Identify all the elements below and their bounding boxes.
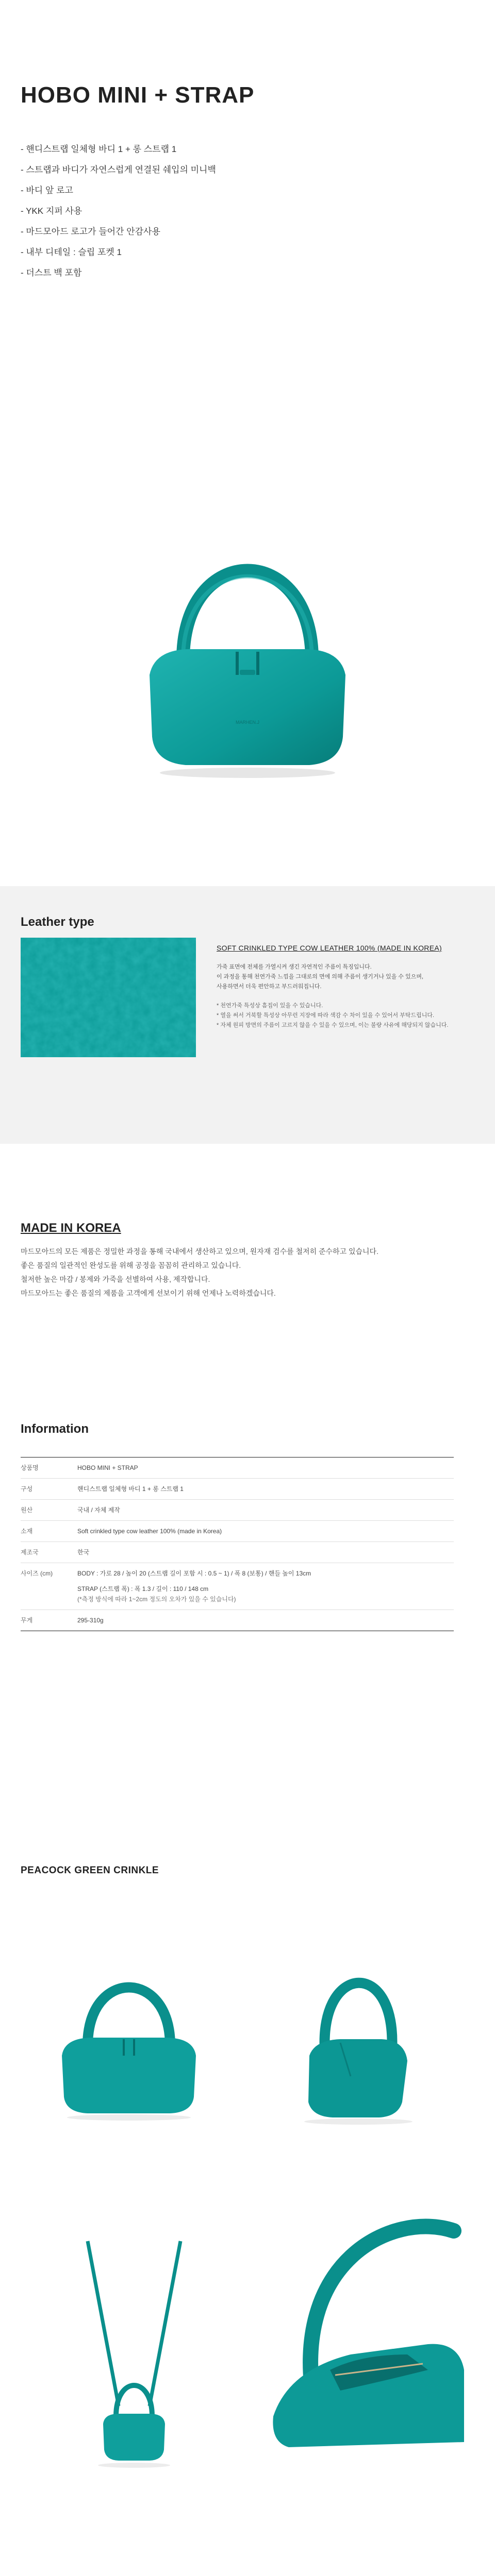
strap-view-image [67,2221,201,2478]
information-table [21,1457,454,1631]
info-key: 사이즈 (cm) [21,1570,53,1577]
leather-desc-line: 이 과정을 통해 천연가죽 느낌을 그대로의 면에 의해 주름이 생기거나 있을 수 있으며, [217,974,424,980]
made-in-korea-line: 좋은 품질의 일관적인 완성도를 위해 공정을 꼼꼼히 관리하고 있습니다. [21,1261,241,1269]
table-row [21,1521,454,1542]
info-key: 상품명 [21,1464,39,1471]
side-view-image [278,1953,433,2128]
table-row [21,1479,454,1500]
size-line: BODY : 가로 28 / 높이 20 (스트랩 길이 포함 시 : 0.5 ~ 1) / 폭 8 (보통) / 핸들 높이 13cm [77,1570,311,1577]
leather-note-line: * 열을 써서 거북할 특성상 아무런 지장에 따라 색감 수 차이 있을 수 있어서 부탁드립니다. [217,1012,435,1019]
made-in-korea-line: 철저한 높은 마감 / 봉제와 가죽을 선별하여 사용, 제작합니다. [21,1275,210,1283]
leather-description [217,962,464,992]
info-value [77,1563,454,1610]
feature-item: - YKK 지퍼 사용 [21,206,82,216]
leather-info [217,944,464,1030]
made-in-korea-line: 마드모아드는 좋은 품질의 제품을 고객에게 선보이기 위해 언제나 노력하겠습니다. [21,1289,276,1297]
info-key: 원산 [21,1506,33,1514]
feature-item: - 더스트 백 포함 [21,268,82,278]
size-note: (*측정 방식에 따라 1~2cm 정도의 오차가 있을 수 있습니다) [77,1596,236,1603]
feature-item: - 마드모아드 로고가 들어간 안감사용 [21,227,160,236]
table-row [21,1458,454,1479]
feature-item: - 바디 앞 로고 [21,185,73,195]
table-row [21,1500,454,1521]
detail-view-image [258,2200,464,2468]
leather-name: SOFT CRINKLED TYPE COW LEATHER 100% (MADE IN KOREA) [217,944,442,952]
table-row [21,1542,454,1563]
svg-text:MARHEN.J: MARHEN.J [235,720,260,725]
info-key: 제조국 [21,1549,39,1556]
info-value: 국내 / 자체 제작 [77,1506,120,1514]
leather-type-section [0,886,495,1144]
feature-item: - 내부 디테일 : 슬립 포켓 1 [21,247,122,257]
info-value: HOBO MINI + STRAP [77,1464,138,1471]
table-row [21,1563,454,1610]
made-in-korea-section [0,1144,495,1422]
size-line: STRAP (스트랩 폭) : 폭 1.3 / 길이 : 110 / 148 cm [77,1585,209,1592]
leather-swatch-image [21,938,196,1057]
product-title: HOBO MINI + STRAP [21,82,255,108]
info-key: 구성 [21,1485,33,1493]
feature-item: - 스트랩과 바디가 자연스럽게 연결된 쉐입의 미니백 [21,165,216,175]
made-in-korea-heading: MADE IN KOREA [21,1221,121,1235]
leather-desc-line: 사용하면서 더욱 편안하고 부드러워집니다. [217,984,322,990]
color-name-heading: PEACOCK GREEN CRINKLE [21,1865,159,1876]
leather-desc-line: 가죽 표면에 전체를 가열시켜 생긴 자연적인 주름이 특징입니다. [217,964,372,970]
info-value: 한국 [77,1549,90,1556]
information-section [0,1422,495,1865]
hero-section [0,0,495,886]
information-heading: Information [21,1422,89,1436]
leather-note-line: * 자체 원피 방면의 주름이 고르지 않을 수 있을 수 있으며, 이는 불량 사유에 해당되지 않습니다. [217,1022,449,1028]
feature-item: - 핸디스트랩 일체형 바디 1 + 롱 스트랩 1 [21,144,177,154]
info-key: 무게 [21,1617,33,1624]
info-value: 핸디스트랩 일체형 바디 1 + 롱 스트랩 1 [77,1485,184,1493]
color-gallery-section [0,1865,495,2576]
table-row [21,1610,454,1631]
front-view-image [52,1958,206,2123]
hero-bag-image [134,520,361,788]
feature-list [21,139,474,283]
info-value: 295-310g [77,1617,104,1624]
info-value: Soft crinkled type cow leather 100% (made in Korea) [77,1528,222,1535]
leather-notes [217,1001,464,1030]
made-in-korea-line: 마드모아드의 모든 제품은 정밀한 과정을 통해 국내에서 생산하고 있으며, 원자재 검수를 철저히 준수하고 있습니다. [21,1247,378,1256]
leather-heading: Leather type [21,915,94,929]
leather-note-line: * 천연가죽 특성상 흠집이 있을 수 있습니다. [217,1003,323,1009]
info-key: 소재 [21,1528,33,1535]
